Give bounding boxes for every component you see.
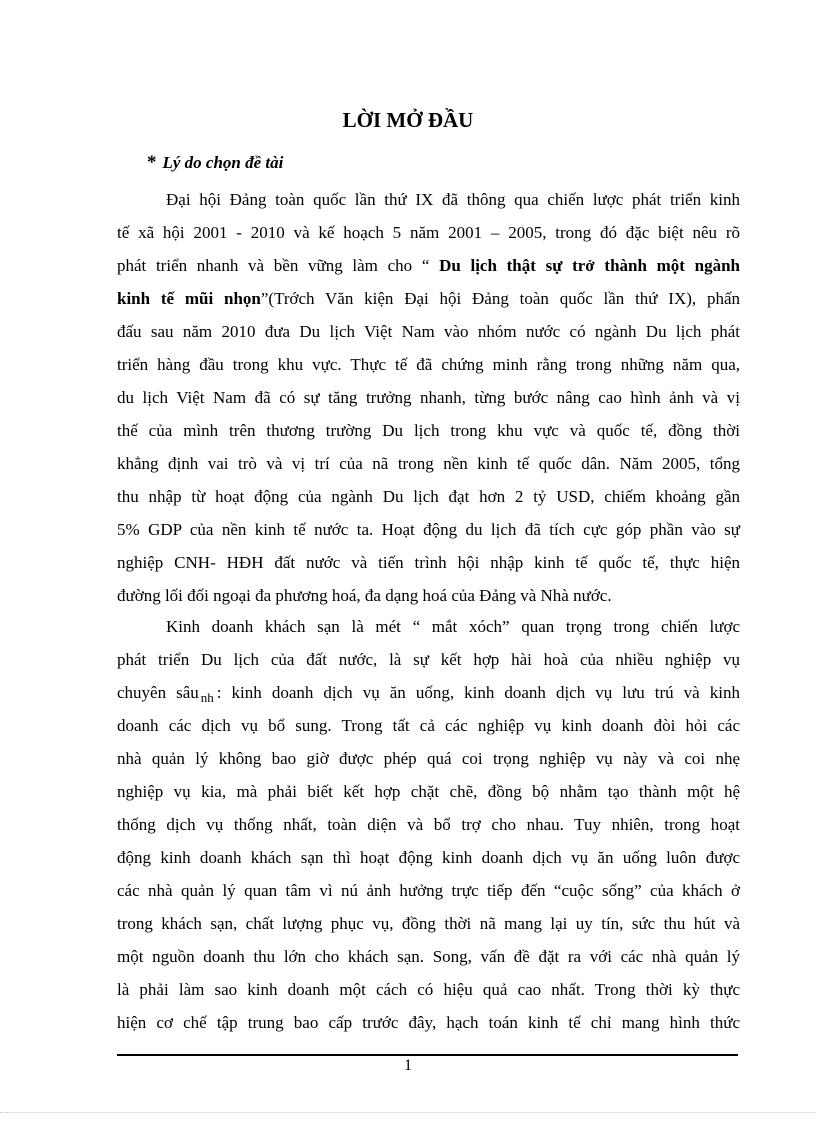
paragraph-line: triển hàng đầu trong khu vực. Thực tế đã chứng minh rằng trong những năm qua, <box>117 355 740 374</box>
footer-divider <box>117 1054 738 1056</box>
paragraph-line: khẳng định vai trò và vị trí của nã trong nền kinh tế quốc dân. Năm 2005, tổng <box>117 454 740 473</box>
section-heading-text: Lý do chọn đề tài <box>162 153 284 172</box>
paragraph-line: nghiệp CNH- HĐH đất nước và tiến trình hội nhập kinh tế quốc tế, thực hiện <box>117 553 740 572</box>
paragraph-line: các nhà quản lý quan tâm vì nú ảnh hưởng trực tiếp đến “cuộc sống” của khách ở <box>117 881 740 900</box>
page-boundary <box>0 1112 816 1113</box>
page-title: LỜI MỞ ĐẦU <box>342 108 474 132</box>
paragraph-line: tế xã hội 2001 - 2010 và kế hoạch 5 năm 2001 – 2005, trong đó đặc biệt nêu rõ <box>117 223 740 242</box>
paragraph-line: đường lối đối ngoại đa phương hoá, đa dạng hoá của Đảng và Nhà nước. <box>117 586 612 605</box>
paragraph-line: trong khách sạn, chất lượng phục vụ, đồng thời nã mang lại uy tín, sức thu hút và <box>117 914 740 933</box>
paragraph-line: thế của mình trên thương trường Du lịch trong khu vực và quốc tế, đồng thời <box>117 421 740 440</box>
section-heading <box>147 152 283 174</box>
paragraph-line: nghiệp vụ kia, mà phải biết kết hợp chặt chẽ, đồng bộ nhằm tạo thành một hệ <box>117 782 740 801</box>
paragraph-line: doanh các dịch vụ bổ sung. Trong tất cả các nghiệp vụ kinh doanh đòi hỏi các <box>117 716 740 735</box>
paragraph-line: Đại hội Đảng toàn quốc lần thứ IX đã thông qua chiến lược phát triển kinh <box>166 190 740 209</box>
emphasis-quote: Du lịch thật sự trở thành một ngành <box>439 256 740 275</box>
bullet-star: * <box>147 152 157 173</box>
paragraph-line: 5% GDP của nền kinh tế nước ta. Hoạt động du lịch đã tích cực góp phần vào sự <box>117 520 740 539</box>
emphasis-quote: kinh tế mũi nhọn <box>117 289 261 308</box>
paragraph-line: phát triển Du lịch của đất nước, là sự kết hợp hài hoà của nhiều nghiệp vụ <box>117 650 740 669</box>
paragraph-line <box>117 256 740 276</box>
paragraph-line: thu nhập từ hoạt động của ngành Du lịch đạt hơn 2 tỷ USD, chiếm khoảng gần <box>117 487 740 506</box>
paragraph-line: động kinh doanh khách sạn thì hoạt động kinh doanh dịch vụ ăn uống luôn được <box>117 848 740 867</box>
paragraph-line: là phải làm sao kinh doanh một cách có hiệu quả cao nhất. Trong thời kỳ thực <box>117 980 740 999</box>
paragraph-line: du lịch Việt Nam đã có sự tăng trưởng nhanh, từng bước nâng cao hình ảnh và vị <box>117 388 740 407</box>
text-run: chuyên sâu <box>117 683 199 702</box>
text-run: ”(Trớch Văn kiện Đại hội Đảng toàn quốc lần thứ IX), phấn <box>260 289 740 308</box>
text-run: phát triển nhanh và bền vững làm cho “ <box>117 256 440 275</box>
text-run: : kinh doanh dịch vụ ăn uống, kinh doanh dịch vụ lưu trú và kinh <box>216 683 740 702</box>
paragraph-line: Kinh doanh khách sạn là mét “ mắt xóch” quan trọng trong chiến lược <box>166 617 740 636</box>
subscript-run: nh <box>200 690 214 705</box>
paragraph-line <box>117 683 740 703</box>
paragraph-line: hiện cơ chế tập trung bao cấp trước đây, hạch toán kinh tế chỉ mang hình thức <box>117 1013 740 1032</box>
paragraph-line: nhà quản lý không bao giờ được phép quá coi trọng nghiệp vụ này và coi nhẹ <box>117 749 740 768</box>
paragraph-line: thống dịch vụ thống nhất, toàn diện và bổ trợ cho nhau. Tuy nhiên, trong hoạt <box>117 815 740 834</box>
paragraph-line: một nguồn doanh thu lớn cho khách sạn. Song, vấn đề đặt ra với các nhà quản lý <box>117 947 740 966</box>
paragraph-line <box>117 289 740 309</box>
page-number: 1 <box>404 1057 412 1074</box>
paragraph-line: đấu sau năm 2010 đưa Du lịch Việt Nam vào nhóm nước có ngành Du lịch phát <box>117 322 740 341</box>
